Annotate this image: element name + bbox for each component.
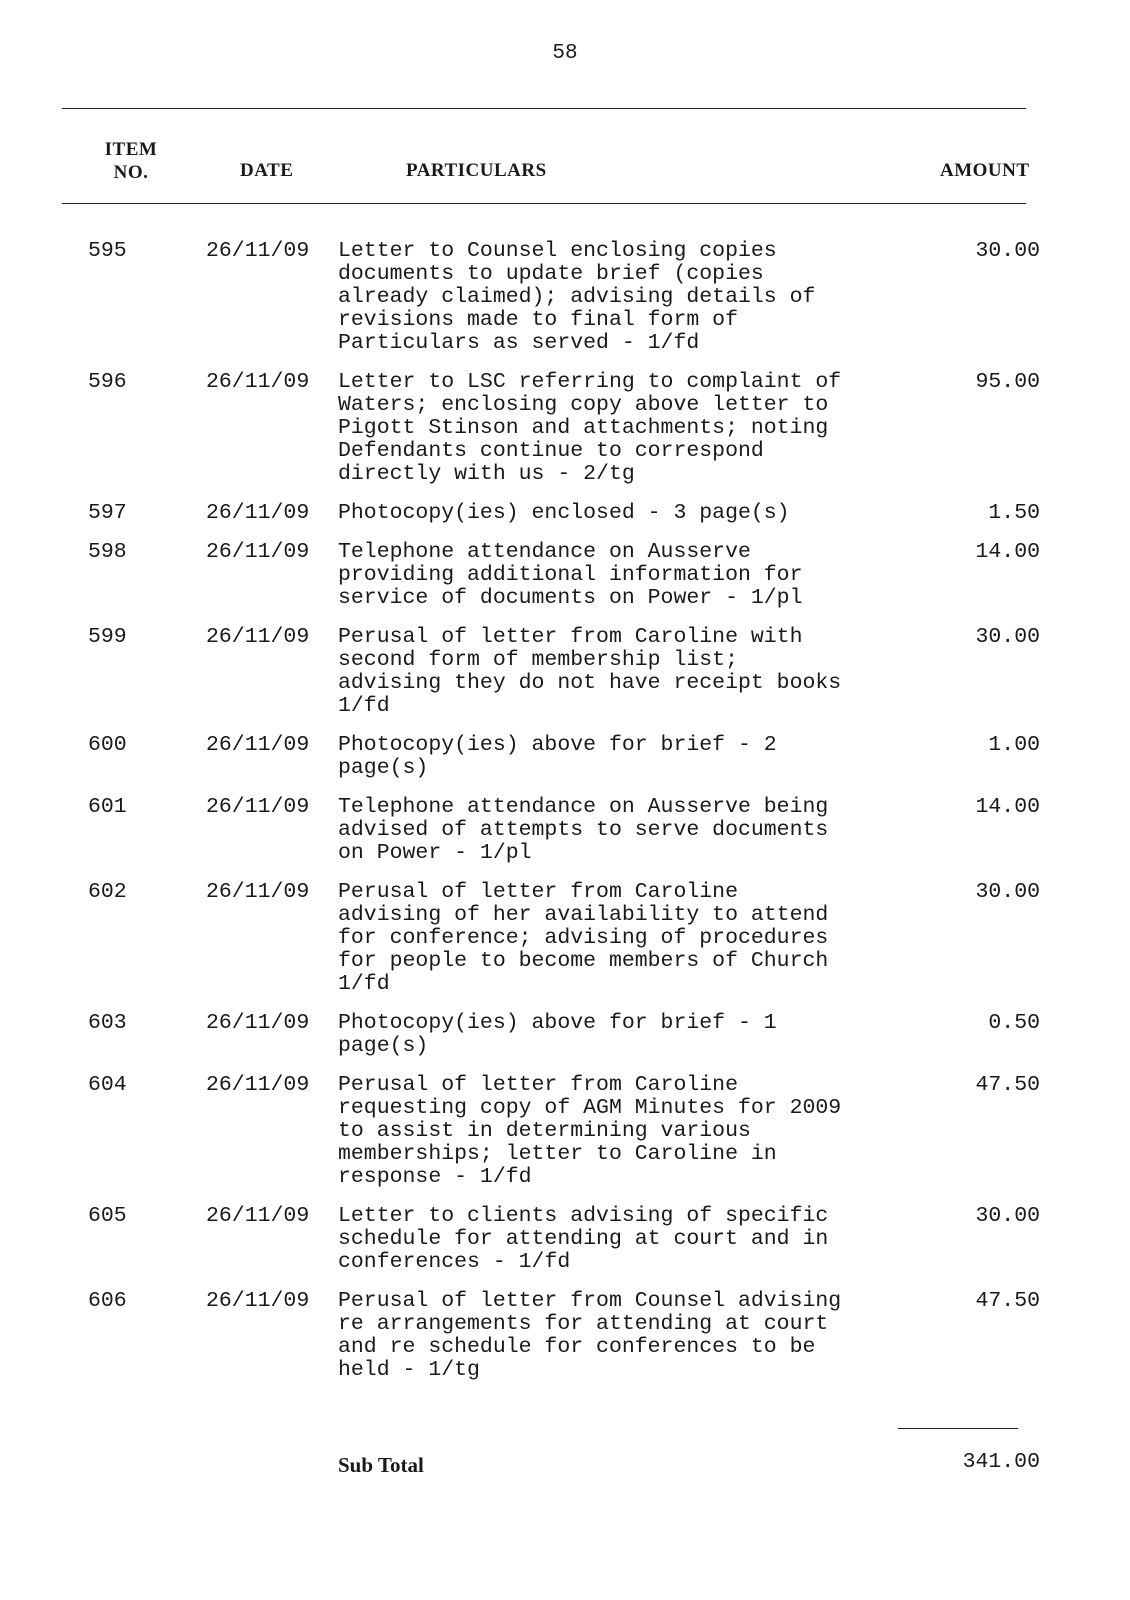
header-date: DATE (240, 160, 294, 181)
entry-amount: 30.00 (975, 880, 1040, 904)
entry-particulars: Perusal of letter from Caroline with second form of membership list; advising they do not have receipt books 1/fd (338, 625, 842, 718)
header-item-line2: NO. (113, 162, 149, 183)
entry-amount: 30.00 (975, 1204, 1040, 1228)
header-rule (62, 203, 1026, 204)
entry-date: 26/11/09 (206, 370, 310, 394)
top-rule (62, 108, 1026, 109)
entry-particulars: Photocopy(ies) above for brief - 1 page(s) (338, 1011, 777, 1058)
entry-particulars: Photocopy(ies) above for brief - 2 page(s) (338, 733, 777, 780)
entry-particulars: Perusal of letter from Caroline requesting copy of AGM Minutes for 2009 to assist in determining various memberships; letter to Caroline in response - 1/fd (338, 1073, 842, 1189)
entry-date: 26/11/09 (206, 880, 310, 904)
item-number: 603 (88, 1011, 127, 1035)
subtotal-rule (898, 1428, 1018, 1429)
entry-particulars: Letter to LSC referring to complaint of Waters; enclosing copy above letter to Pigott Stinson and attachments; noting Defendants continue to correspond directly with us - 2/tg (338, 370, 842, 486)
entry-amount: 14.00 (975, 540, 1040, 564)
entry-amount: 0.50 (988, 1011, 1040, 1035)
entry-date: 26/11/09 (206, 625, 310, 649)
entry-date: 26/11/09 (206, 1073, 310, 1097)
entry-date: 26/11/09 (206, 501, 310, 525)
entry-date: 26/11/09 (206, 1289, 310, 1313)
entry-particulars: Perusal of letter from Counsel advising re arrangements for attending at court and re schedule for conferences to be held - 1/tg (338, 1289, 842, 1382)
entry-amount: 1.50 (988, 501, 1040, 525)
table-row (0, 796, 1130, 865)
entry-particulars: Telephone attendance on Ausserve providing additional information for service of documents on Power - 1/pl (338, 540, 803, 610)
item-number: 604 (88, 1073, 127, 1097)
entry-amount: 14.00 (975, 795, 1040, 819)
entry-amount: 95.00 (975, 370, 1040, 394)
item-number: 606 (88, 1289, 127, 1313)
table-row (0, 1074, 1130, 1189)
item-number: 600 (88, 733, 127, 757)
table-row (0, 502, 1130, 525)
page-number: 58 (552, 42, 578, 65)
entry-date: 26/11/09 (206, 239, 310, 263)
table-row (0, 1205, 1130, 1274)
item-number: 602 (88, 880, 127, 904)
entry-particulars: Photocopy(ies) enclosed - 3 page(s) (338, 501, 790, 525)
item-number: 599 (88, 625, 127, 649)
entry-amount: 47.50 (975, 1289, 1040, 1313)
item-number: 598 (88, 540, 127, 564)
table-row (0, 541, 1130, 610)
entry-date: 26/11/09 (206, 795, 310, 819)
subtotal-label: Sub Total (338, 1453, 424, 1477)
item-number: 601 (88, 795, 127, 819)
table-row (0, 240, 1130, 355)
entries-list (0, 240, 1130, 1398)
table-row (0, 734, 1130, 780)
table-row (0, 1290, 1130, 1382)
entry-date: 26/11/09 (206, 1011, 310, 1035)
entry-date: 26/11/09 (206, 733, 310, 757)
entry-particulars: Telephone attendance on Ausserve being advised of attempts to serve documents on Power - 1/pl (338, 795, 829, 865)
item-number: 597 (88, 501, 127, 525)
subtotal-amount: 341.00 (962, 1450, 1040, 1474)
entry-date: 26/11/09 (206, 540, 310, 564)
entry-amount: 30.00 (975, 625, 1040, 649)
header-item-line1: ITEM (104, 139, 158, 160)
entry-amount: 30.00 (975, 239, 1040, 263)
entry-amount: 47.50 (975, 1073, 1040, 1097)
entry-amount: 1.00 (988, 733, 1040, 757)
entry-particulars: Letter to Counsel enclosing copies documents to update brief (copies already claimed); advising details of revisions made to final form of Particulars as served - 1/fd (338, 239, 816, 355)
item-number: 595 (88, 239, 127, 263)
entry-particulars: Letter to clients advising of specific schedule for attending at court and in conferences - 1/fd (338, 1204, 829, 1274)
item-number: 605 (88, 1204, 127, 1228)
table-row (0, 1012, 1130, 1058)
item-number: 596 (88, 370, 127, 394)
header-item-no (100, 138, 162, 184)
header-particulars: PARTICULARS (406, 160, 547, 181)
entry-particulars: Perusal of letter from Caroline advising of her availability to attend for conference; advising of procedures for people to become members of Church 1/fd (338, 880, 829, 996)
header-amount: AMOUNT (940, 160, 1030, 181)
table-row (0, 371, 1130, 486)
table-row (0, 626, 1130, 718)
entry-date: 26/11/09 (206, 1204, 310, 1228)
table-row (0, 881, 1130, 996)
